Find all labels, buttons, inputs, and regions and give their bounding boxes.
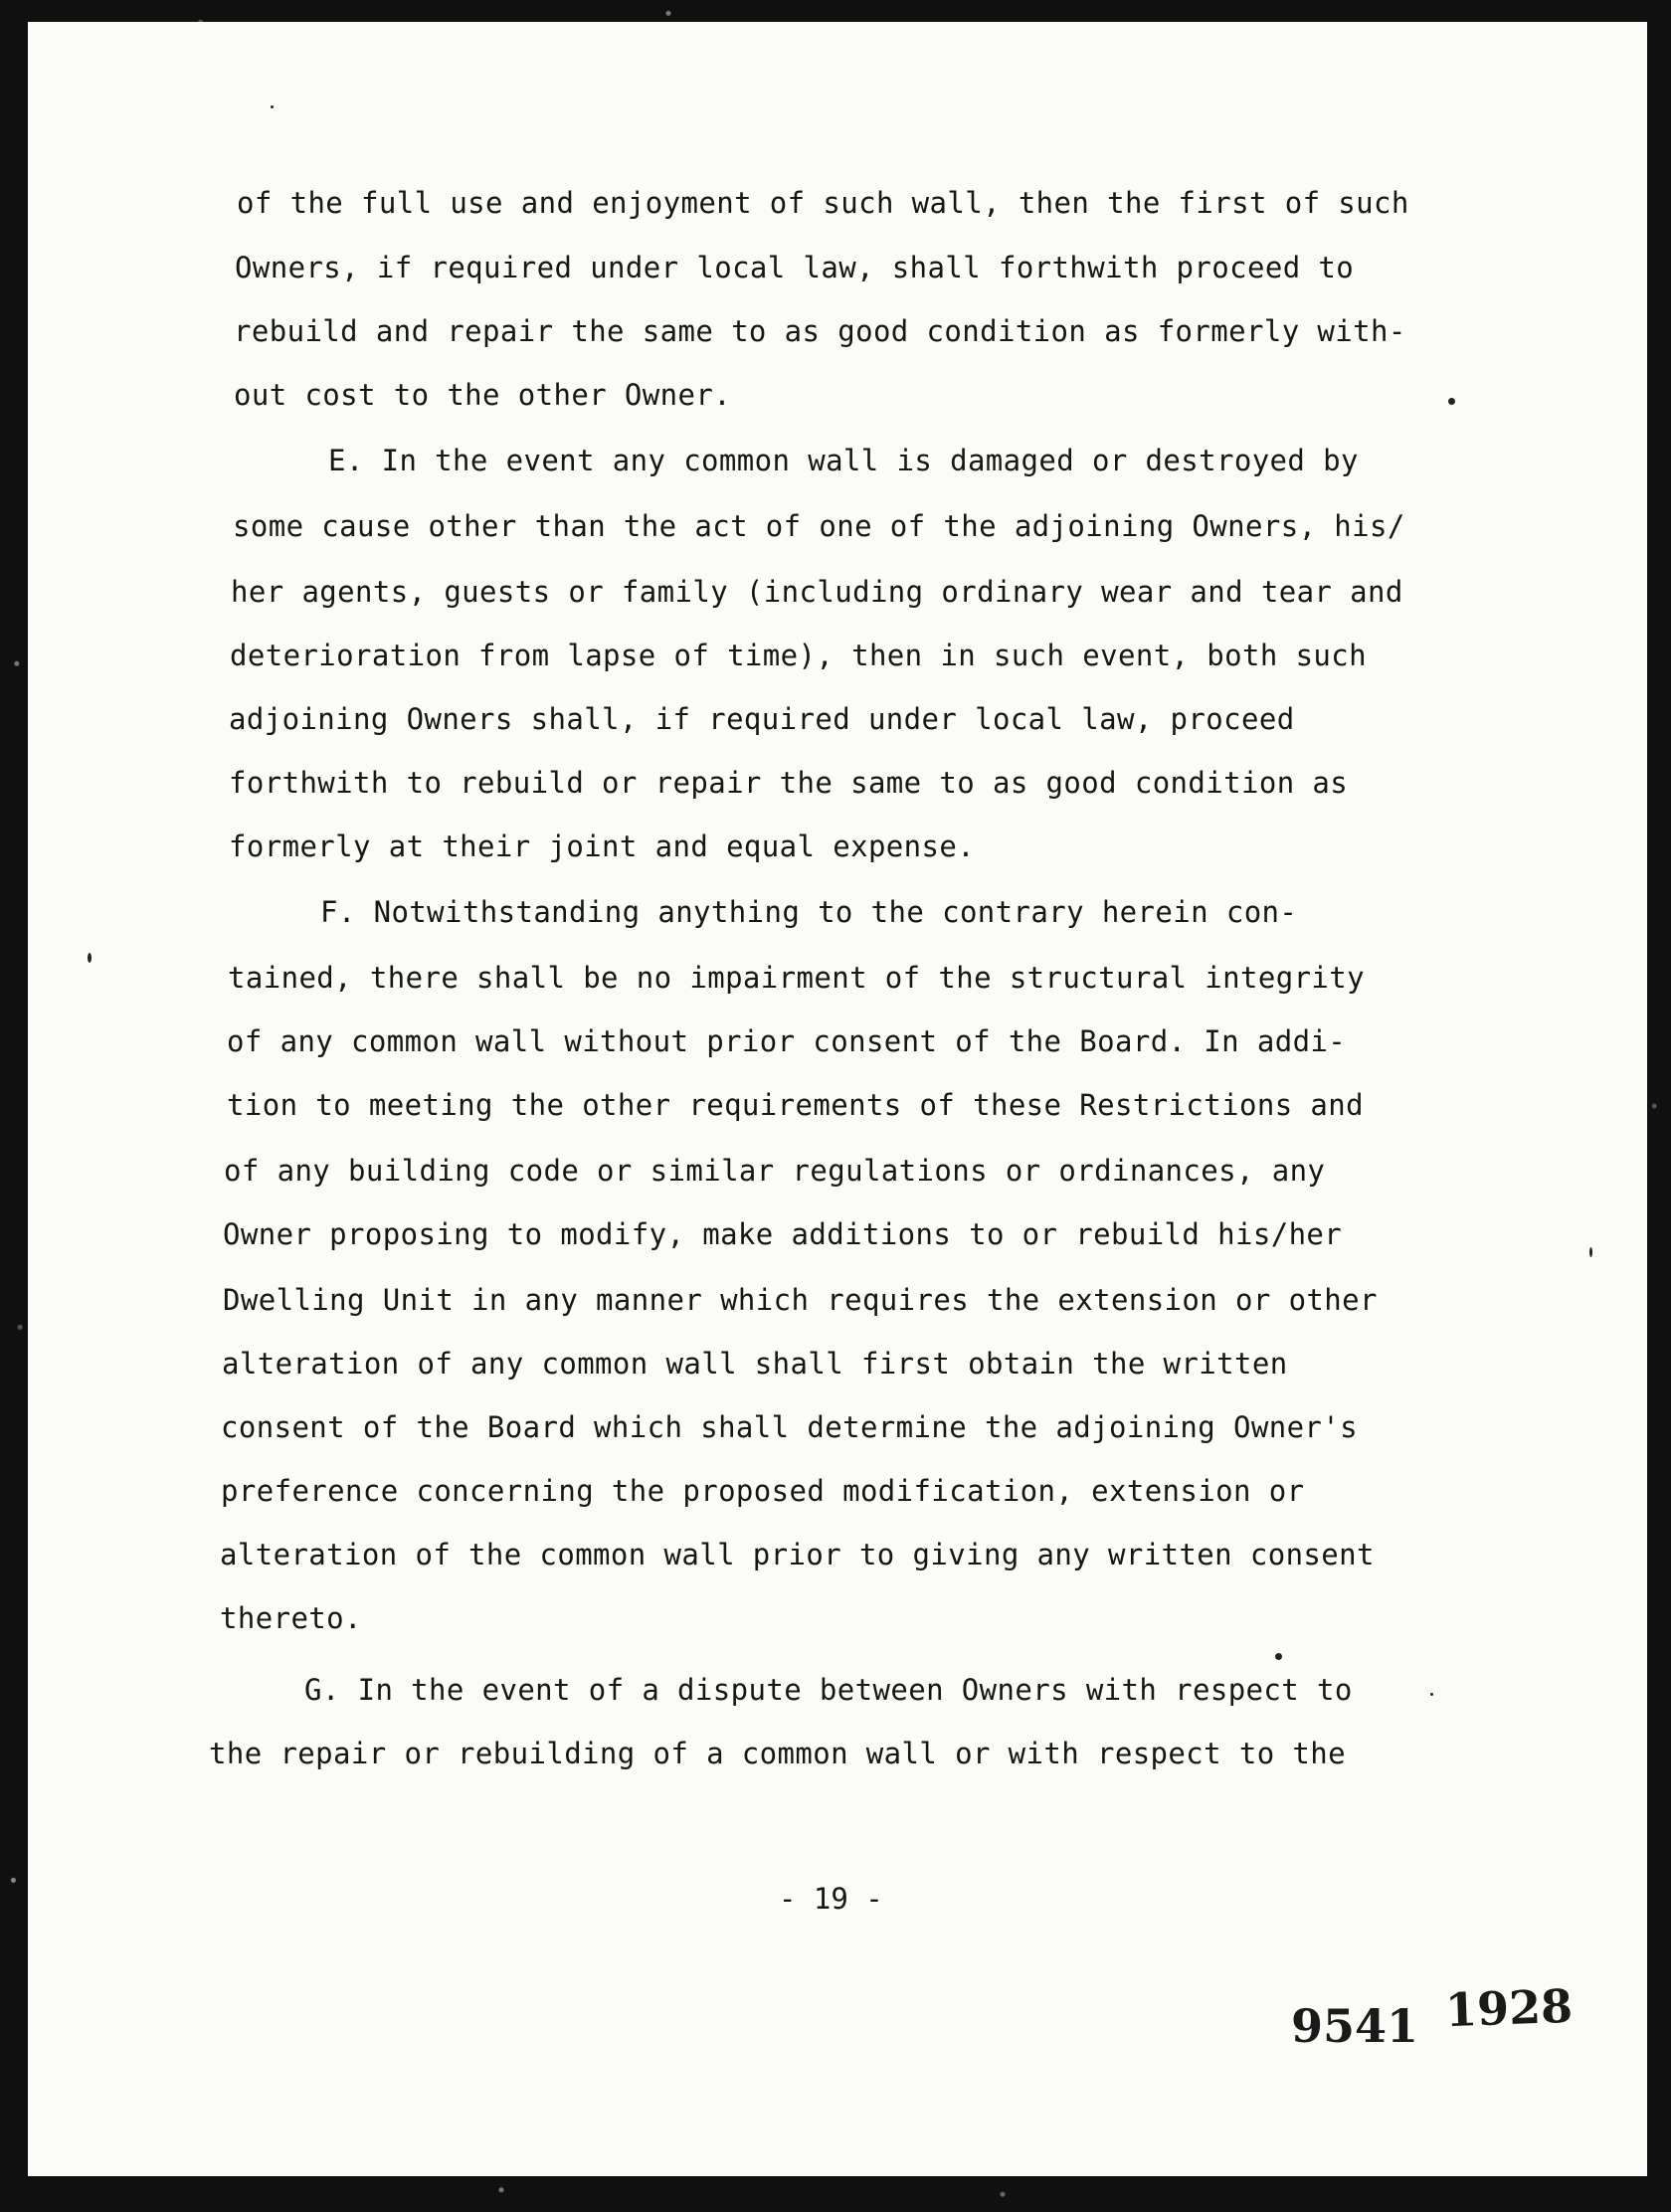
text-line: deterioration from lapse of time), then in such event, both such bbox=[230, 639, 1368, 672]
text-line: her agents, guests or family (including ordinary wear and tear and bbox=[231, 575, 1403, 609]
text-line: the repair or rebuilding of a common wall or with respect to the bbox=[209, 1737, 1347, 1770]
text-line: alteration of any common wall shall first obtain the written bbox=[222, 1347, 1288, 1381]
document-page bbox=[28, 22, 1647, 2176]
scan-speck bbox=[1430, 1693, 1433, 1696]
text-line: thereto. bbox=[220, 1601, 362, 1635]
text-line: preference concerning the proposed modification, extension or bbox=[221, 1474, 1305, 1508]
stamp-number-right: 1928 bbox=[1444, 1978, 1574, 2038]
text-line: consent of the Board which shall determine the adjoining Owner's bbox=[221, 1410, 1359, 1444]
document-body bbox=[28, 22, 1647, 2176]
text-line: of the full use and enjoyment of such wall, then the first of such bbox=[237, 186, 1409, 220]
text-line: formerly at their joint and equal expense. bbox=[229, 830, 976, 863]
text-line: rebuild and repair the same to as good condition as formerly with- bbox=[234, 314, 1406, 348]
scan-speck bbox=[1275, 1653, 1282, 1660]
scan-speck bbox=[88, 953, 92, 963]
text-line: tained, there shall be no impairment of the structural integrity bbox=[228, 961, 1366, 995]
paragraph-g-start: G. In the event of a dispute between Owners with respect to bbox=[304, 1673, 1353, 1707]
text-line: forthwith to rebuild or repair the same to as good condition as bbox=[229, 766, 1349, 800]
text-line: of any common wall without prior consent of the Board. In addi- bbox=[227, 1024, 1347, 1058]
text-line: tion to meeting the other requirements of these Restrictions and bbox=[227, 1088, 1365, 1122]
paragraph-f-start: F. Notwithstanding anything to the contrary herein con- bbox=[320, 895, 1298, 929]
text-line: Dwelling Unit in any manner which requires the extension or other bbox=[223, 1283, 1378, 1317]
scan-speck bbox=[271, 105, 274, 108]
stamp-number-left: 9541 bbox=[1291, 1999, 1419, 2053]
text-line: out cost to the other Owner. bbox=[234, 378, 732, 412]
page-number: - 19 - bbox=[779, 1882, 883, 1916]
scan-speck bbox=[1589, 1247, 1592, 1257]
text-line: of any building code or similar regulations or ordinances, any bbox=[224, 1154, 1326, 1188]
text-line: alteration of the common wall prior to giving any written consent bbox=[220, 1538, 1375, 1571]
text-line: some cause other than the act of one of the adjoining Owners, his/ bbox=[233, 509, 1405, 543]
text-line: adjoining Owners shall, if required under local law, proceed bbox=[229, 702, 1295, 736]
text-line: Owners, if required under local law, shall forthwith proceed to bbox=[235, 251, 1355, 284]
text-line: Owner proposing to modify, make additions to or rebuild his/her bbox=[223, 1217, 1343, 1251]
paragraph-e-start: E. In the event any common wall is damaged or destroyed by bbox=[328, 444, 1359, 477]
scan-speck bbox=[1448, 398, 1455, 405]
